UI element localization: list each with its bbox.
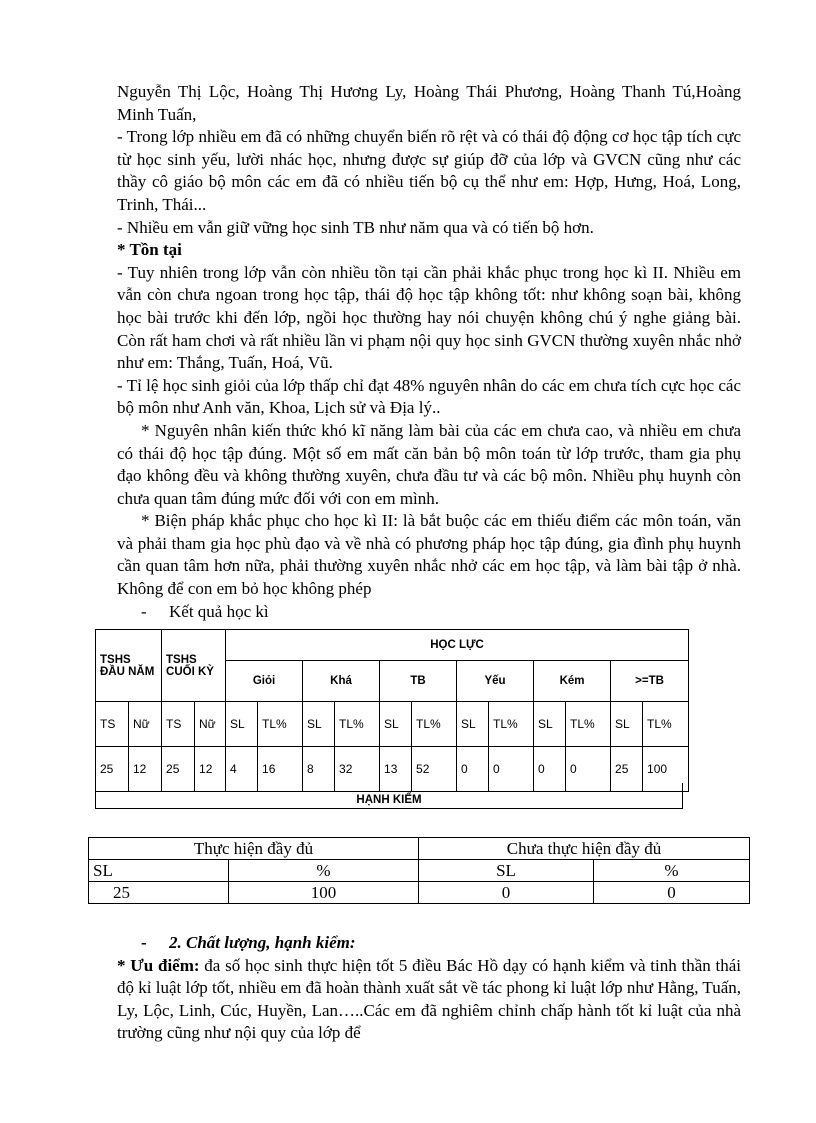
value-cell: 13 — [380, 747, 412, 792]
value-cell: 12 — [195, 747, 226, 792]
sub-header-cell: TL% — [489, 702, 534, 747]
value-cell: 0 — [489, 747, 534, 792]
value-cell: 12 — [129, 747, 162, 792]
value-cell: 32 — [335, 747, 380, 792]
value-cell: 100 — [643, 747, 689, 792]
sub-header-cell: TL% — [258, 702, 303, 747]
category-header: Kém — [534, 661, 611, 702]
category-header: Khá — [303, 661, 380, 702]
value-cell: 0 — [534, 747, 566, 792]
sub-header-cell: SL — [534, 702, 566, 747]
text-block-top — [117, 81, 741, 623]
result-title: - Kết quả học kì — [141, 601, 269, 621]
sub-header-cell: SL — [380, 702, 412, 747]
category-header: TB — [380, 661, 457, 702]
sub-header-cell: TL% — [566, 702, 611, 747]
category-header: Giỏi — [226, 661, 303, 702]
heading-ton-tai: * Tồn tại — [117, 240, 182, 260]
value-cell: 25 — [96, 747, 129, 792]
hanh-kiem-header: HẠNH KIỂM — [95, 783, 683, 809]
header-tshs-dau-nam: TSHS ĐẦU NĂM — [96, 630, 162, 702]
category-header: >=TB — [611, 661, 689, 702]
sub-header-cell: SL — [457, 702, 489, 747]
category-header: Yếu — [457, 661, 534, 702]
sub-header-cell: TS — [162, 702, 195, 747]
paragraph: - Nhiều em vẫn giữ vững học sinh TB như năm qua và có tiến bộ hơn. — [117, 217, 594, 237]
paragraph: - Trong lớp nhiều em đã có những chuyển biến rõ rệt và có thái độ động cơ học tập tích cực từ học sinh yếu, lười nhác học, nhưng được sự giúp đỡ của lớp và GVCN cũng như các thầy cô giáo bộ môn các em đã có nhiều tiến bộ cụ thể như em: Hợp, Hưng, Hoá, Long, Trinh, Thái... — [117, 127, 741, 214]
paragraph: Nguyễn Thị Lộc, Hoàng Thị Hương Ly, Hoàng Thái Phương, Hoàng Thanh Tú,Hoàng Minh Tuấn, — [117, 82, 741, 124]
sub-header-cell: SL — [226, 702, 258, 747]
conduct-sub-header: SL — [419, 860, 594, 882]
sub-header-cell: TS — [96, 702, 129, 747]
sub-header-cell: Nữ — [129, 702, 162, 747]
value-cell: 52 — [412, 747, 457, 792]
conduct-value: 100 — [229, 882, 419, 904]
conduct-group-header: Thực hiện đầy đủ — [89, 838, 419, 860]
paragraph: - Tỉ lệ học sinh giỏi của lớp thấp chỉ đạt 48% nguyên nhân do các em chưa tích cực học các bộ môn như Anh văn, Khoa, Lịch sử và Địa lý.. — [117, 375, 741, 418]
value-cell: 0 — [566, 747, 611, 792]
value-cell: 25 — [162, 747, 195, 792]
header-hoc-luc: HỌC LỰC — [226, 630, 689, 661]
sub-header-cell: Nữ — [195, 702, 226, 747]
value-cell: 0 — [457, 747, 489, 792]
result-table — [95, 629, 689, 792]
sub-header-cell: SL — [303, 702, 335, 747]
sub-header-cell: TL% — [335, 702, 380, 747]
paragraph-solution: * Biện pháp khắc phục cho học kì II: là bắt buộc các em thiếu điểm các môn toán, văn và phải tham gia học phù đạo và về nhà có phương pháp học tập đúng, gia đình phụ huynh cần quan tâm hơn nữa, phải thường xuyên nhắc nhở các em học tập, và làm bài tập ở nhà. Không để con em bỏ học không phép — [117, 511, 741, 599]
header-tshs-cuoi-ky: TSHS CUỐI KỲ — [162, 630, 226, 702]
sub-header-cell: TL% — [643, 702, 689, 747]
value-cell: 8 — [303, 747, 335, 792]
conduct-value: 25 — [89, 882, 229, 904]
value-cell: 4 — [226, 747, 258, 792]
paragraph-cause: * Nguyên nhân kiến thức khó kĩ năng làm bài của các em chưa cao, và nhiều em chưa có thái độ học tập đúng. Một số em mất căn bản bộ môn toán từ lớp trước, tham gia phụ đạo không đều và không thường xuyên, chưa đầu tư và các bộ môn. Nhiều phụ huynh còn chưa quan tâm đúng mức đối với con em mình. — [117, 420, 741, 508]
conduct-value: 0 — [594, 882, 750, 904]
value-cell: 16 — [258, 747, 303, 792]
conduct-value: 0 — [419, 882, 594, 904]
text-block-bottom — [117, 932, 741, 1045]
value-cell: 25 — [611, 747, 643, 792]
conduct-sub-header: SL — [89, 860, 229, 882]
paragraph-uu-diem: * Ưu điểm: đa số học sinh thực hiện tốt 5 điều Bác Hồ dạy có hạnh kiểm và tinh thần thái độ kỉ luật lớp tốt, nhiều em đã hoàn thành xuất sắt về tác phong kỉ luật lớp như Hằng, Tuấn, Ly, Lộc, Linh, Cúc, Huyền, Lan…..Các em đã nghiêm chỉnh chấp hành tốt kỉ luật của nhà trường cũng như nội quy của lớp để — [117, 955, 741, 1043]
uu-diem-label: * Ưu điểm: — [117, 955, 200, 975]
sub-header-cell: TL% — [412, 702, 457, 747]
sub-header-cell: SL — [611, 702, 643, 747]
conduct-sub-header: % — [229, 860, 419, 882]
section2-heading: - 2. Chất lượng, hạnh kiểm: — [141, 933, 356, 952]
conduct-table — [88, 837, 750, 904]
conduct-group-header: Chưa thực hiện đầy đủ — [419, 838, 750, 860]
paragraph: - Tuy nhiên trong lớp vẫn còn nhiều tồn tại cần phải khắc phục trong học kì II. Nhiều em vẫn còn chưa ngoan trong học tập, thái độ học tập không tốt: như không soạn bài, không học bài trước khi đến lớp, ngồi học thường hay nói chuyện không chú ý nghe giảng bài. Còn rất ham chơi và rất nhiều lần vi phạm nội quy học sinh GVCN thường xuyên nhắc nhở như em: Thắng, Tuấn, Hoá, Vũ. — [117, 262, 741, 373]
conduct-sub-header: % — [594, 860, 750, 882]
